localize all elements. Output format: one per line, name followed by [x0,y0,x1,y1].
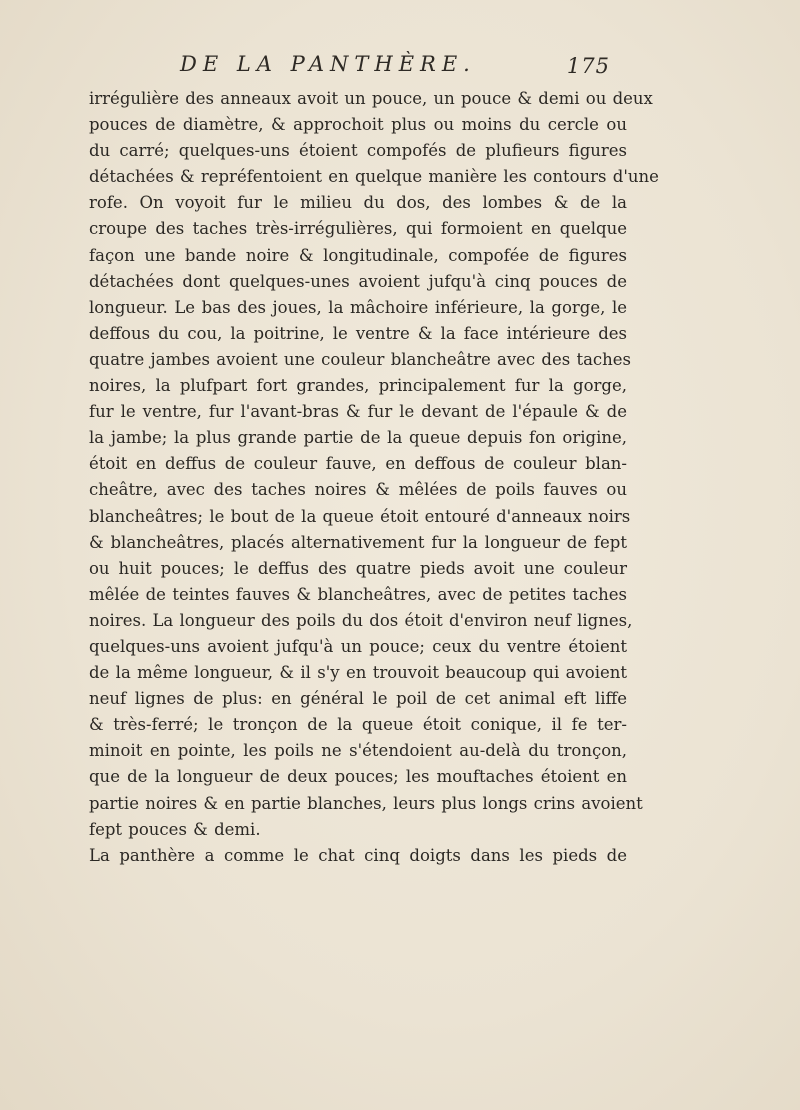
text-line: blancheâtres; le bout de la queue étoit entouré d'anneaux noirs [89,506,631,526]
text-line: cheâtre, avec des taches noires & mêlées de poils fauves ou [89,480,627,500]
text-line: étoit en deffus de couleur fauve, en deffous de couleur blan- [89,454,627,474]
text-line: noires. La longueur des poils du dos étoit d'environ neuf lignes, [89,610,633,630]
text-line: détachées dont quelques-unes avoient jufqu'à cinq pouces de [89,271,627,291]
text-line: irrégulière des anneaux avoit un pouce, un pouce & demi ou deux [89,89,653,108]
text-line: minoit en pointe, les poils ne s'étendoient au-delà du tronçon, [89,741,627,761]
page-header [180,52,610,88]
text-line: façon une bande noire & longitudinale, compofée de figures [89,245,627,265]
text-line: longueur. Le bas des joues, la mâchoire inférieure, la gorge, le [89,297,627,317]
text-line: rofe. On voyoit fur le milieu du dos, des lombes & de la [89,193,627,213]
text-line: La panthère a comme le chat cinq doigts dans les pieds de [89,845,627,865]
text-line: détachées & repréfentoient en quelque manière les contours d'une [89,167,659,187]
text-line: neuf lignes de plus: en général le poil de cet animal eft liffe [89,689,627,709]
text-line: pouces de diamètre, & approchoit plus ou moins du cercle ou [89,115,627,135]
text-line: partie noires & en partie blanches, leurs plus longs crins avoient [89,793,643,813]
text-line: noires, la plufpart fort grandes, principalement fur la gorge, [89,376,627,396]
text-line: de la même longueur, & il s'y en trouvoit beaucoup qui avoient [89,663,627,683]
body-text [89,86,659,869]
page-number: 175 [566,54,610,78]
text-line: fur le ventre, fur l'avant-bras & fur le devant de l'épaule & de [89,402,627,422]
text-line: quelques-uns avoient jufqu'à un pouce; ceux du ventre étoient [89,636,627,656]
text-line: quatre jambes avoient une couleur blancheâtre avec des taches [89,349,632,369]
text-line: croupe des taches très-irrégulières, qui formoient en quelque [89,219,627,239]
text-line: & très-ferré; le tronçon de la queue étoit conique, il fe ter- [89,715,627,735]
text-line: & blancheâtres, placés alternativement fur la longueur de fept [89,532,627,552]
running-title: DE LA PANTHÈRE. [180,52,476,76]
text-line: deffous du cou, la poitrine, le ventre & la face intérieure des [89,323,627,343]
text-line: fept pouces & demi. [89,819,261,839]
text-line: ou huit pouces; le deffus des quatre pieds avoit une couleur [89,558,627,578]
text-line: mêlée de teintes fauves & blancheâtres, avec de petites taches [89,584,627,604]
text-line: la jambe; la plus grande partie de la queue depuis fon origine, [89,428,627,448]
text-line: du carré; quelques-uns étoient compofés de plufieurs figures [89,141,627,161]
text-line: que de la longueur de deux pouces; les mouftaches étoient en [89,767,627,787]
